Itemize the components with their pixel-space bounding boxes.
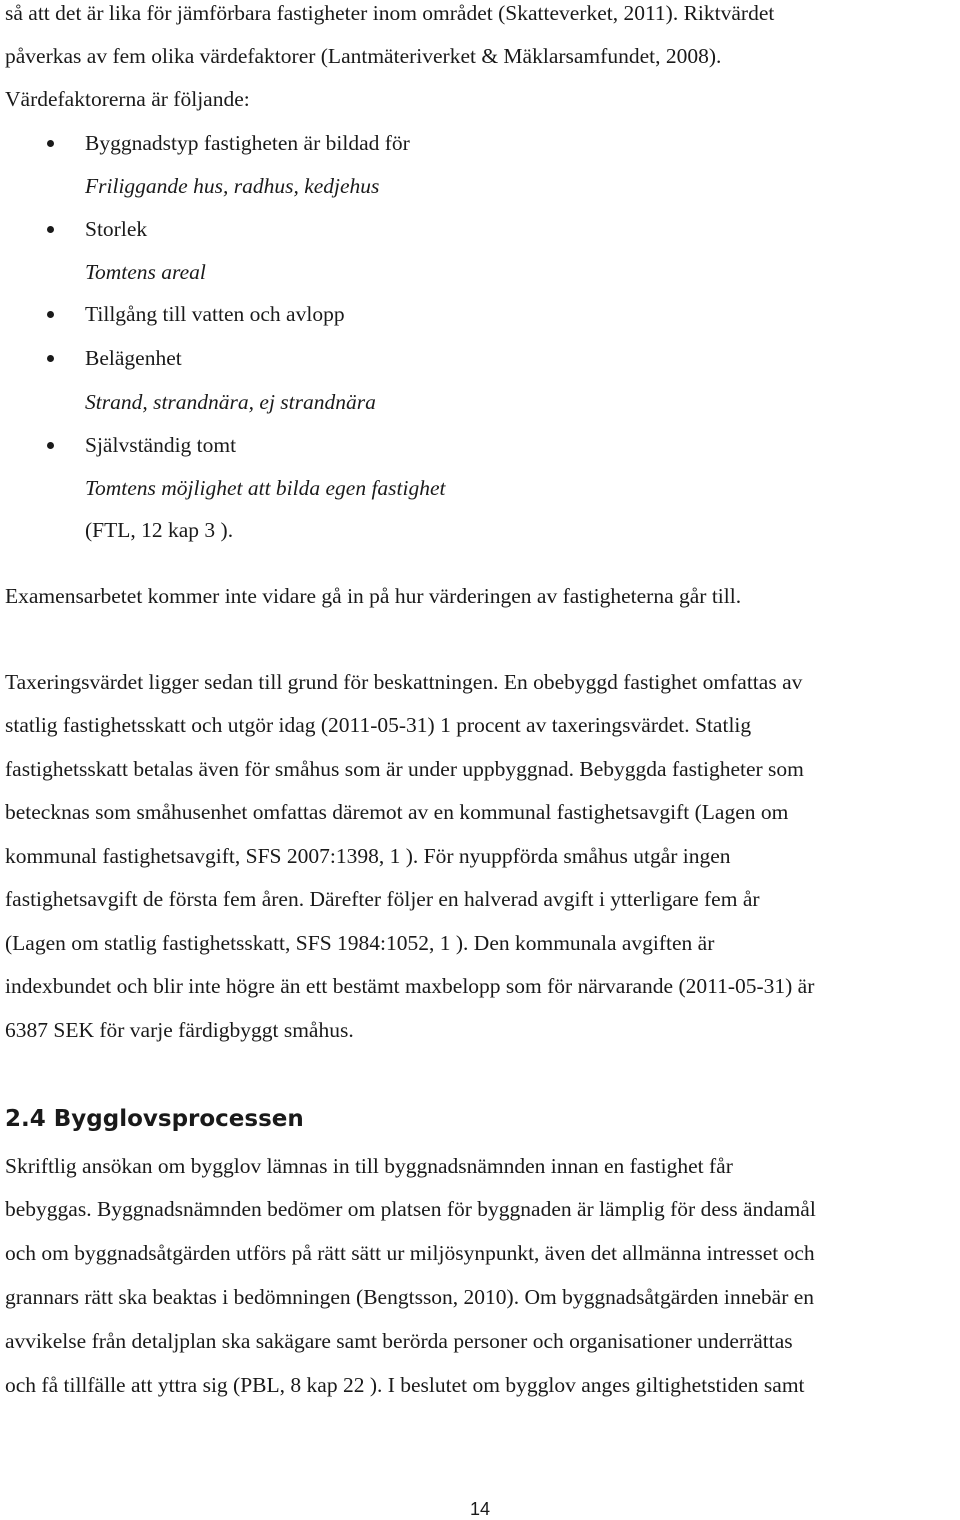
paragraph-line: betecknas som småhusenhet omfattas däremot av en kommunal fastighetsavgift (Lagen om — [5, 800, 789, 824]
bullet-icon — [47, 140, 54, 147]
exam-note: Examensarbetet kommer inte vidare gå in på hur värderingen av fastigheterna går till. — [5, 584, 742, 608]
paragraph-line: fastighetsavgift de första fem åren. Därefter följer en halverad avgift i ytterligare fem år — [5, 887, 760, 911]
paragraph-line: bebyggas. Byggnadsnämnden bedömer om platsen för byggnaden är lämplig för dess ändamål — [5, 1197, 816, 1221]
bullet-icon — [47, 355, 54, 362]
intro-line-2: påverkas av fem olika värdefaktorer (Lantmäteriverket & Mäklarsamfundet, 2008). — [5, 44, 722, 68]
factor-label: Storlek — [85, 217, 148, 241]
page-number: 14 — [469, 1499, 491, 1519]
factor-label: Byggnadstyp fastigheten är bildad för — [85, 131, 410, 155]
bullet-icon — [47, 442, 54, 449]
bullet-icon — [47, 226, 54, 233]
intro-line-3: Värdefaktorerna är följande: — [5, 87, 250, 111]
intro-line-1: så att det är lika för jämförbara fastigheter inom området (Skatteverket, 2011). Riktvärdet — [5, 1, 775, 25]
factor-label: Självständig tomt — [85, 433, 237, 457]
paragraph-line: och om byggnadsåtgärden utförs på rätt sätt ur miljösynpunkt, även det allmänna intresset och — [5, 1241, 815, 1265]
section-heading: 2.4 Bygglovsprocessen — [5, 1106, 304, 1132]
paragraph-line: (Lagen om statlig fastighetsskatt, SFS 1984:1052, 1 ). Den kommunala avgiften är — [5, 931, 715, 955]
paragraph-line: avvikelse från detaljplan ska sakägare samt berörda personer och organisationer underrättas — [5, 1329, 793, 1353]
paragraph-line: kommunal fastighetsavgift, SFS 2007:1398, 1 ). För nyuppförda småhus utgår ingen — [5, 844, 731, 868]
paragraph-line: Taxeringsvärdet ligger sedan till grund för beskattningen. En obebyggd fastighet omfattas av — [5, 670, 803, 694]
paragraph-line: grannars rätt ska beaktas i bedömningen (Bengtsson, 2010). Om byggnadsåtgärden innebär en — [5, 1285, 815, 1309]
paragraph-line: och få tillfälle att yttra sig (PBL, 8 kap 22 ). I beslutet om bygglov anges giltighetstiden samt — [5, 1373, 805, 1397]
bullet-icon — [47, 311, 54, 318]
factor-detail: Strand, strandnära, ej strandnära — [85, 390, 376, 414]
paragraph-line: fastighetsskatt betalas även för småhus som är under uppbyggnad. Bebyggda fastigheter som — [5, 757, 804, 781]
paragraph-line: indexbundet och blir inte högre än ett bestämt maxbelopp som för närvarande (2011-05-31) är — [5, 974, 815, 998]
paragraph-line: statlig fastighetsskatt och utgör idag (2011-05-31) 1 procent av taxeringsvärdet. Statlig — [5, 713, 752, 737]
factor-detail: Friliggande hus, radhus, kedjehus — [85, 174, 380, 198]
factor-label: Belägenhet — [85, 346, 182, 370]
factor-label: Tillgång till vatten och avlopp — [85, 302, 345, 326]
factor-detail: Tomtens möjlighet att bilda egen fastighet — [85, 476, 446, 500]
paragraph-line: 6387 SEK för varje färdigbyggt småhus. — [5, 1018, 354, 1042]
factor-detail: Tomtens areal — [85, 260, 206, 284]
paragraph-line: Skriftlig ansökan om bygglov lämnas in till byggnadsnämnden innan en fastighet får — [5, 1154, 733, 1178]
factor-reference: (FTL, 12 kap 3 ). — [85, 518, 234, 542]
